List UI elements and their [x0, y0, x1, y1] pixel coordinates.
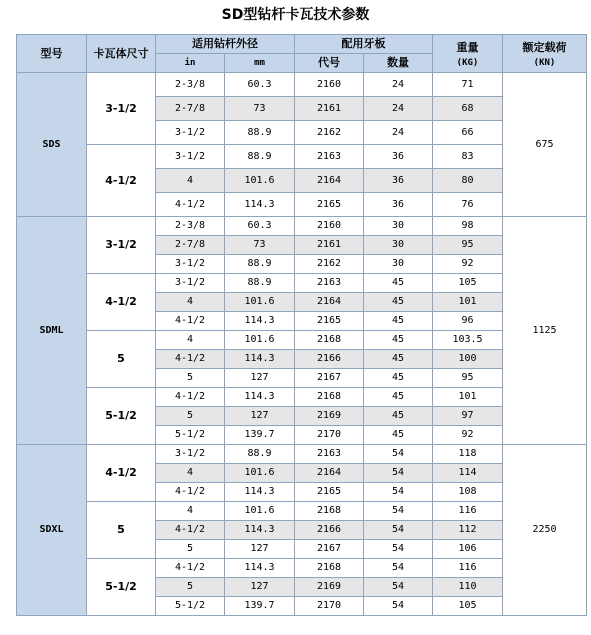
header-weight-unit: (KG)	[456, 57, 479, 68]
in-cell: 4-1/2	[156, 388, 225, 407]
weight-cell: 101	[433, 388, 503, 407]
mm-cell: 114.3	[225, 521, 295, 540]
table-row	[17, 274, 587, 293]
code-cell: 2169	[295, 407, 364, 426]
mm-cell: 88.9	[225, 121, 295, 145]
in-cell: 4-1/2	[156, 312, 225, 331]
weight-cell: 118	[433, 445, 503, 464]
in-cell: 2-7/8	[156, 236, 225, 255]
weight-cell: 116	[433, 502, 503, 521]
slip-size-cell: 5-1/2	[87, 559, 156, 616]
in-cell: 5	[156, 540, 225, 559]
in-cell: 3-1/2	[156, 445, 225, 464]
slip-size-cell: 3-1/2	[87, 217, 156, 274]
mm-cell: 101.6	[225, 502, 295, 521]
in-cell: 5-1/2	[156, 597, 225, 616]
qty-cell: 54	[364, 597, 433, 616]
qty-cell: 45	[364, 274, 433, 293]
qty-cell: 30	[364, 255, 433, 274]
qty-cell: 54	[364, 483, 433, 502]
weight-cell: 97	[433, 407, 503, 426]
header-qty: 数量	[364, 54, 433, 73]
header-code: 代号	[295, 54, 364, 73]
header-load-unit: (KN)	[533, 57, 556, 68]
qty-cell: 45	[364, 388, 433, 407]
table-row	[17, 331, 587, 350]
table-row	[17, 73, 587, 97]
header-slip-size: 卡瓦体尺寸	[87, 35, 156, 73]
qty-cell: 54	[364, 521, 433, 540]
qty-cell: 45	[364, 369, 433, 388]
mm-cell: 73	[225, 97, 295, 121]
slip-size-cell: 5-1/2	[87, 388, 156, 445]
code-cell: 2166	[295, 350, 364, 369]
mm-cell: 127	[225, 578, 295, 597]
weight-cell: 66	[433, 121, 503, 145]
weight-cell: 83	[433, 145, 503, 169]
qty-cell: 36	[364, 145, 433, 169]
table-body	[17, 73, 587, 616]
qty-cell: 45	[364, 331, 433, 350]
code-cell: 2167	[295, 540, 364, 559]
weight-cell: 101	[433, 293, 503, 312]
in-cell: 4-1/2	[156, 483, 225, 502]
qty-cell: 24	[364, 121, 433, 145]
mm-cell: 127	[225, 540, 295, 559]
weight-cell: 106	[433, 540, 503, 559]
code-cell: 2164	[295, 169, 364, 193]
code-cell: 2162	[295, 255, 364, 274]
header-row	[17, 35, 587, 54]
code-cell: 2168	[295, 388, 364, 407]
in-cell: 4	[156, 464, 225, 483]
qty-cell: 45	[364, 350, 433, 369]
rated-load-cell: 675	[503, 73, 587, 217]
weight-cell: 108	[433, 483, 503, 502]
mm-cell: 139.7	[225, 426, 295, 445]
header-weight-label: 重量	[456, 40, 479, 54]
model-cell: SDXL	[17, 445, 87, 616]
weight-cell: 71	[433, 73, 503, 97]
in-cell: 5	[156, 407, 225, 426]
mm-cell: 88.9	[225, 145, 295, 169]
mm-cell: 101.6	[225, 169, 295, 193]
code-cell: 2161	[295, 97, 364, 121]
qty-cell: 36	[364, 193, 433, 217]
code-cell: 2165	[295, 483, 364, 502]
in-cell: 4-1/2	[156, 521, 225, 540]
code-cell: 2164	[295, 293, 364, 312]
table-row	[17, 145, 587, 169]
mm-cell: 101.6	[225, 464, 295, 483]
qty-cell: 30	[364, 217, 433, 236]
slip-size-cell: 5	[87, 331, 156, 388]
qty-cell: 54	[364, 445, 433, 464]
mm-cell: 101.6	[225, 293, 295, 312]
weight-cell: 103.5	[433, 331, 503, 350]
in-cell: 4-1/2	[156, 193, 225, 217]
code-cell: 2169	[295, 578, 364, 597]
in-cell: 4	[156, 169, 225, 193]
slip-size-cell: 4-1/2	[87, 445, 156, 502]
mm-cell: 139.7	[225, 597, 295, 616]
mm-cell: 101.6	[225, 331, 295, 350]
code-cell: 2165	[295, 312, 364, 331]
code-cell: 2166	[295, 521, 364, 540]
in-cell: 3-1/2	[156, 255, 225, 274]
header-pipe-od: 适用钻杆外径	[156, 35, 295, 54]
in-cell: 5	[156, 369, 225, 388]
header-load-label: 额定载荷	[522, 40, 567, 54]
mm-cell: 88.9	[225, 255, 295, 274]
code-cell: 2165	[295, 193, 364, 217]
code-cell: 2170	[295, 426, 364, 445]
code-cell: 2170	[295, 597, 364, 616]
weight-cell: 114	[433, 464, 503, 483]
table-row	[17, 217, 587, 236]
in-cell: 4-1/2	[156, 350, 225, 369]
in-cell: 4	[156, 502, 225, 521]
table-row	[17, 502, 587, 521]
header-mm: mm	[225, 54, 295, 73]
mm-cell: 88.9	[225, 274, 295, 293]
code-cell: 2168	[295, 331, 364, 350]
weight-cell: 116	[433, 559, 503, 578]
code-cell: 2160	[295, 73, 364, 97]
weight-cell: 68	[433, 97, 503, 121]
in-cell: 3-1/2	[156, 274, 225, 293]
slip-size-cell: 3-1/2	[87, 73, 156, 145]
weight-cell: 98	[433, 217, 503, 236]
header-in: in	[156, 54, 225, 73]
weight-cell: 112	[433, 521, 503, 540]
qty-cell: 45	[364, 426, 433, 445]
qty-cell: 54	[364, 464, 433, 483]
mm-cell: 114.3	[225, 350, 295, 369]
qty-cell: 54	[364, 578, 433, 597]
weight-cell: 105	[433, 274, 503, 293]
qty-cell: 24	[364, 73, 433, 97]
in-cell: 4	[156, 293, 225, 312]
in-cell: 3-1/2	[156, 121, 225, 145]
in-cell: 5-1/2	[156, 426, 225, 445]
mm-cell: 73	[225, 236, 295, 255]
header-weight	[433, 35, 503, 73]
code-cell: 2164	[295, 464, 364, 483]
weight-cell: 92	[433, 255, 503, 274]
in-cell: 4-1/2	[156, 559, 225, 578]
in-cell: 5	[156, 578, 225, 597]
model-cell: SDML	[17, 217, 87, 445]
mm-cell: 114.3	[225, 388, 295, 407]
in-cell: 2-3/8	[156, 217, 225, 236]
in-cell: 4	[156, 331, 225, 350]
weight-cell: 96	[433, 312, 503, 331]
in-cell: 3-1/2	[156, 145, 225, 169]
mm-cell: 114.3	[225, 312, 295, 331]
code-cell: 2168	[295, 502, 364, 521]
slip-size-cell: 5	[87, 502, 156, 559]
slip-size-cell: 4-1/2	[87, 274, 156, 331]
mm-cell: 60.3	[225, 217, 295, 236]
table-row	[17, 559, 587, 578]
weight-cell: 100	[433, 350, 503, 369]
qty-cell: 45	[364, 312, 433, 331]
weight-cell: 76	[433, 193, 503, 217]
weight-cell: 95	[433, 369, 503, 388]
code-cell: 2167	[295, 369, 364, 388]
mm-cell: 114.3	[225, 483, 295, 502]
code-cell: 2163	[295, 145, 364, 169]
code-cell: 2168	[295, 559, 364, 578]
weight-cell: 80	[433, 169, 503, 193]
qty-cell: 45	[364, 407, 433, 426]
qty-cell: 54	[364, 540, 433, 559]
weight-cell: 105	[433, 597, 503, 616]
code-cell: 2163	[295, 274, 364, 293]
weight-cell: 95	[433, 236, 503, 255]
header-insert: 配用牙板	[295, 35, 433, 54]
spec-table	[16, 34, 587, 616]
mm-cell: 60.3	[225, 73, 295, 97]
model-cell: SDS	[17, 73, 87, 217]
mm-cell: 114.3	[225, 193, 295, 217]
weight-cell: 92	[433, 426, 503, 445]
qty-cell: 36	[364, 169, 433, 193]
mm-cell: 114.3	[225, 559, 295, 578]
slip-size-cell: 4-1/2	[87, 145, 156, 217]
table-row	[17, 388, 587, 407]
qty-cell: 30	[364, 236, 433, 255]
in-cell: 2-3/8	[156, 73, 225, 97]
code-cell: 2163	[295, 445, 364, 464]
code-cell: 2162	[295, 121, 364, 145]
rated-load-cell: 2250	[503, 445, 587, 616]
mm-cell: 88.9	[225, 445, 295, 464]
header-load	[503, 35, 587, 73]
qty-cell: 45	[364, 293, 433, 312]
qty-cell: 54	[364, 502, 433, 521]
in-cell: 2-7/8	[156, 97, 225, 121]
header-model: 型号	[17, 35, 87, 73]
qty-cell: 54	[364, 559, 433, 578]
qty-cell: 24	[364, 97, 433, 121]
rated-load-cell: 1125	[503, 217, 587, 445]
table-row	[17, 445, 587, 464]
code-cell: 2160	[295, 217, 364, 236]
mm-cell: 127	[225, 407, 295, 426]
page-title: SD型钻杆卡瓦技术参数	[221, 7, 370, 23]
mm-cell: 127	[225, 369, 295, 388]
code-cell: 2161	[295, 236, 364, 255]
weight-cell: 110	[433, 578, 503, 597]
